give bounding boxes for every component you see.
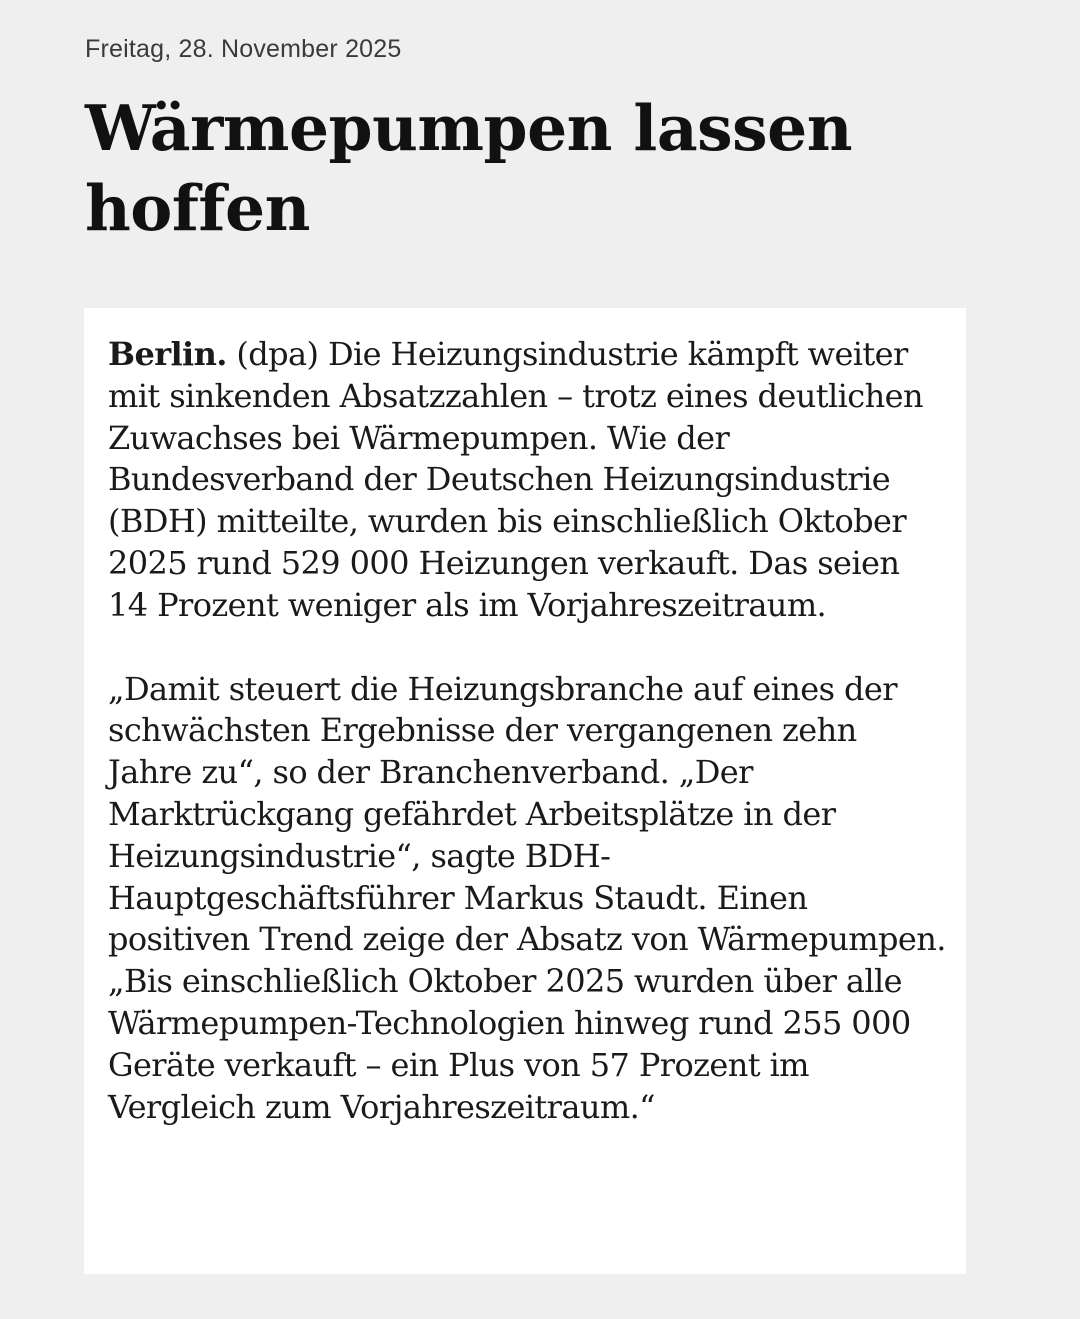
article-card: [84, 308, 966, 1274]
article-date: Freitag, 28. November 2025: [85, 35, 402, 63]
article-paragraph-2: „Damit steuert die Heizungsbranche auf eines der schwächsten Ergebnisse der vergangenen zehn Jahre zu“, so der Branchenverband. „Der Marktrückgang gefährdet Arbeitsplätze in der Heizungsindustrie“, sagte BDH-Hauptgeschäftsführer Markus Staudt. Einen positiven Trend zeige der Absatz von Wärmepumpen. „Bis einschließlich Oktober 2025 wurden über alle Wärmepumpen-Technologien hinweg rund 255 000 Geräte verkauft – ein Plus von 57 Prozent im Vergleich zum Vorjahreszeitraum.“: [108, 669, 946, 1126]
article-paragraph-1: [108, 334, 948, 627]
article-dateline: Berlin.: [108, 335, 227, 373]
article-headline: Wärmepumpen lassen hoffen: [85, 91, 852, 245]
article-paragraph-1-text: (dpa) Die Heizungsindustrie kämpft weiter mit sinkenden Absatzzahlen – trotz eines deutlichen Zuwachses bei Wärmepumpen. Wie der Bundesverband der Deutschen Heizungsindustrie (BDH) mitteilte, wurden bis einschließlich Oktober 2025 rund 529 000 Heizungen verkauft. Das seien 14 Prozent weniger als im Vorjahreszeitraum.: [108, 335, 923, 624]
article-body: [108, 334, 948, 1128]
